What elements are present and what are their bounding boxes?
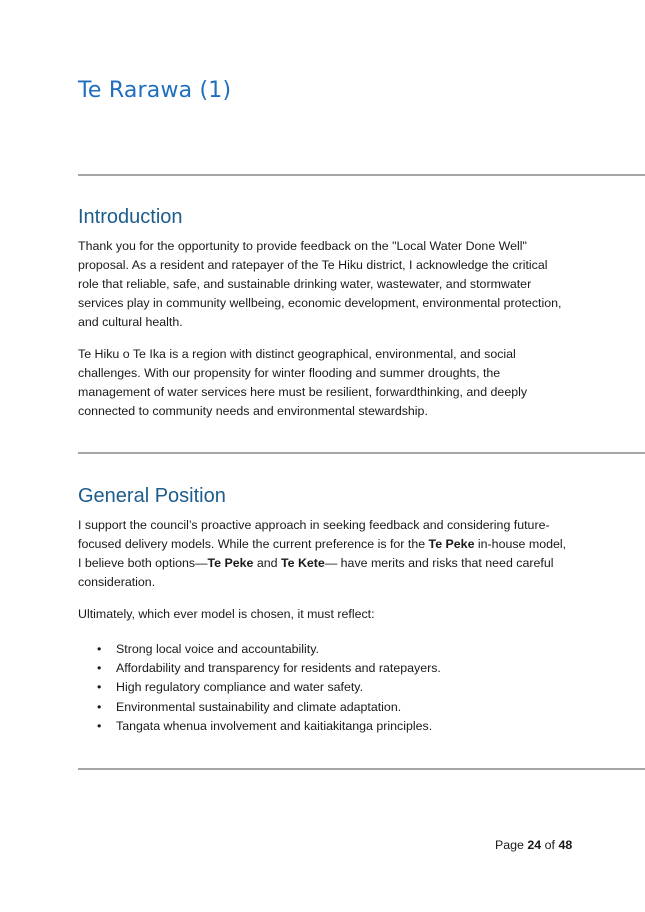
current-page: 24 xyxy=(527,838,542,852)
section-divider xyxy=(78,452,645,454)
text-run: in-house model, I believe both options— xyxy=(78,537,567,570)
option-te-kete: Te Kete xyxy=(280,556,325,570)
general-position-paragraph-1 xyxy=(78,516,568,592)
total-pages: 48 xyxy=(558,838,573,852)
introduction-paragraph-1: Thank you for the opportunity to provide feedback on the "Local Water Done Well" proposal. As a resident and ratepayer of the Te Hiku district, I acknowledge the critical role that reliable, safe, and sustainable drinking water, wastewater, and stormwater services play in community wellbeing, economic development, environmental protection, and cultural health. xyxy=(78,239,562,329)
of-label: of xyxy=(544,838,555,852)
introduction-paragraph-2: Te Hiku o Te Ika is a region with distinct geographical, environmental, and social challenges. With our propensity for winter flooding and summer droughts, the management of water services here must be resilient, forwardthinking, and deeply connected to community needs and environmental stewardship. xyxy=(78,347,528,418)
general-position-paragraph-2: Ultimately, which ever model is chosen, it must reflect: xyxy=(78,607,375,621)
list-item-text: Tangata whenua involvement and kaitiakitanga principles. xyxy=(116,718,433,733)
option-te-peke: Te Peke xyxy=(428,537,475,551)
list-item-text: High regulatory compliance and water safety. xyxy=(116,680,364,695)
text-run: I support the council’s proactive approach in seeking feedback and considering future-focused delivery models. While the current preference is for the xyxy=(78,518,550,551)
page-number xyxy=(495,838,572,852)
text-run: and xyxy=(253,556,281,570)
section-divider xyxy=(78,174,645,176)
list-item xyxy=(78,678,578,697)
list-item-text: Environmental sustainability and climate adaptation. xyxy=(116,699,402,714)
introduction-heading: Introduction xyxy=(78,206,183,228)
bullet-icon: • xyxy=(97,680,102,695)
bullet-icon: • xyxy=(97,642,102,656)
section-divider xyxy=(78,768,645,770)
bullet-icon: • xyxy=(97,718,102,733)
list-item xyxy=(78,640,578,659)
requirements-list xyxy=(78,640,578,736)
page-title: Te Rarawa (1) xyxy=(78,78,232,103)
list-item xyxy=(78,698,578,717)
bullet-icon: • xyxy=(97,661,102,676)
page-label: Page xyxy=(495,838,524,852)
list-item-text: Strong local voice and accountability. xyxy=(116,642,319,656)
list-item-text: Affordability and transparency for residents and ratepayers. xyxy=(116,661,441,676)
text-run: — have merits and risks that need careful consideration. xyxy=(78,556,554,589)
option-te-peke: Te Peke xyxy=(207,556,254,570)
general-position-heading: General Position xyxy=(78,485,226,507)
list-item xyxy=(78,659,578,678)
list-item xyxy=(78,717,578,736)
bullet-icon: • xyxy=(97,699,102,714)
